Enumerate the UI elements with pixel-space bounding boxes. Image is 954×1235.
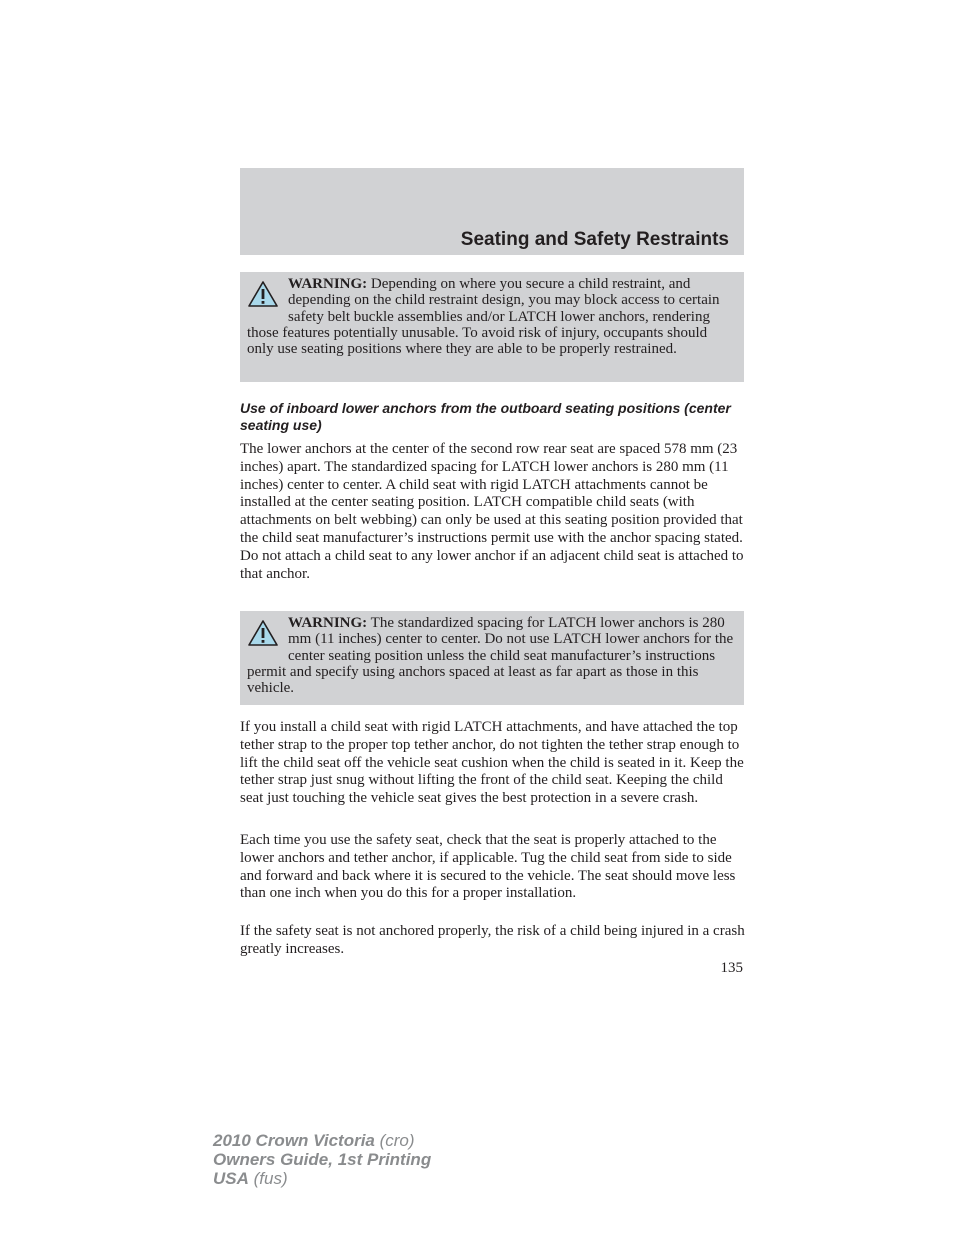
body-paragraph-2: If you install a child seat with rigid LATCH attachments, and have attached the top tether strap to the proper top tether anchor, do not tighten the tether strap enough to lift the child seat off the vehicle seat cushion when the child is seated in it. Keep the tether strap just snug without lifting the front of the child seat. Keeping the child seat just touching the vehicle seat gives the best protection in a severe crash. <box>240 719 744 807</box>
warning-text: Depending on where you secure a child restraint, and depending on the child restraint design, you may block access to certain safety belt buckle assemblies and/or LATCH lower anchors, rendering those features potentially unusable. To avoid risk of injury, occupants should only use seating positions where they are able to be properly restrained. <box>247 276 720 358</box>
footer-line-2: Owners Guide, 1st Printing <box>213 1150 432 1169</box>
warning-box-1 <box>240 272 744 382</box>
section-header-band <box>240 168 744 255</box>
body-paragraph-1: The lower anchors at the center of the second row rear seat are spaced 578 mm (23 inches) apart. The standardized spacing for LATCH lower anchors is 280 mm (11 inches) center to center. A child seat with rigid LATCH attachments cannot be installed at the center seating position. LATCH compatible child seats (with attachments on belt webbing) can only be used at this seating position provided that the child seat manufacturer’s instructions permit use with the anchor spacing stated. Do not attach a child seat to any lower anchor if an adjacent child seat is attached to that anchor. <box>240 441 744 582</box>
footer-market-code: (fus) <box>248 1169 288 1188</box>
body-paragraph-3: Each time you use the safety seat, check that the seat is properly attached to the lower anchors and tether anchor, if applicable. Tug the child seat from side to side and forward and back where it is secured to the vehicle. The seat should move less than one inch when you do this for a proper installation. <box>240 832 736 902</box>
subheading: Use of inboard lower anchors from the outboard seating positions (center seating use) <box>240 400 731 433</box>
warning-label: WARNING: <box>288 615 368 631</box>
footer-model-code: (cro) <box>374 1131 415 1150</box>
warning-triangle-icon <box>247 280 279 308</box>
footer-line-1 <box>213 1131 431 1150</box>
footer-market: USA <box>213 1169 249 1188</box>
section-title: Seating and Safety Restraints <box>460 229 729 250</box>
warning-box-2 <box>240 611 744 705</box>
body-paragraph-4: If the safety seat is not anchored properly, the risk of a child being injured in a crash greatly increases. <box>240 923 745 957</box>
warning-text: The standardized spacing for LATCH lower anchors is 280 mm (11 inches) center to center. Do not use LATCH lower anchors for the center seating position unless the child seat manufacturer’s instructions permit and specify using anchors spaced at least as far apart as those in this vehicle. <box>247 615 734 697</box>
footer-model: 2010 Crown Victoria <box>213 1131 375 1150</box>
footer-line-3 <box>213 1169 431 1188</box>
footer-imprint <box>213 1131 431 1188</box>
warning-label: WARNING: <box>288 276 368 292</box>
page-number: 135 <box>720 960 743 976</box>
warning-triangle-icon <box>247 619 279 647</box>
